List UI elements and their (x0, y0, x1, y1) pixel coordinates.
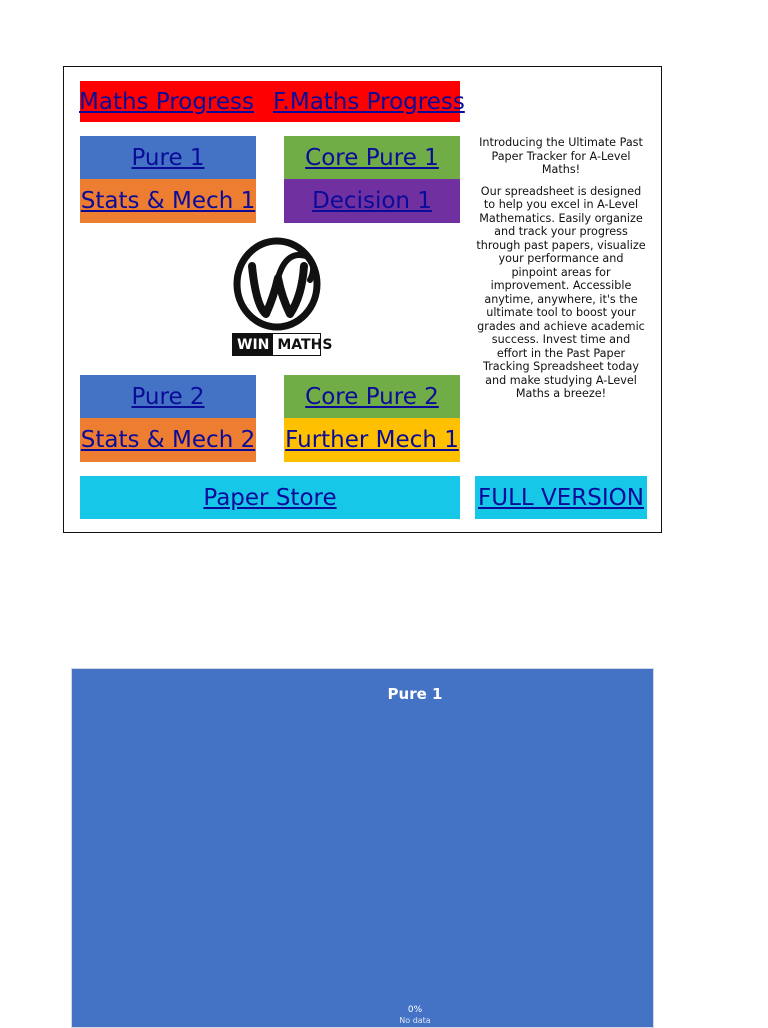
core-pure2-button[interactable] (284, 375, 460, 418)
pure1-chart (71, 668, 654, 1028)
description-text (476, 136, 646, 409)
description-intro: Introducing the Ultimate Past Paper Tracker for A-Level Maths! (479, 136, 643, 176)
pure2-label[interactable]: Pure 2 (131, 383, 205, 410)
paper-store-label[interactable]: Paper Store (203, 484, 337, 511)
stats-mech2-label[interactable]: Stats & Mech 2 (80, 427, 256, 453)
chart-no-data-note: No data (399, 1016, 431, 1025)
decision1-button[interactable] (284, 179, 460, 223)
decision1-label[interactable]: Decision 1 (312, 188, 432, 214)
chart-title: Pure 1 (387, 685, 443, 703)
core-pure1-label[interactable]: Core Pure 1 (305, 144, 439, 171)
further-mech1-button[interactable] (284, 418, 460, 462)
stats-mech2-button[interactable] (80, 418, 256, 462)
core-pure1-button[interactable] (284, 136, 460, 179)
fmaths-progress-label[interactable]: F.Maths Progress (273, 88, 465, 115)
description-body: Our spreadsheet is designed to help you excel in A-Level Mathematics. Easily organize and track your progress through past papers, visualize your performance and pinpoint areas for improvement. Accessible anytime, anywhere, it's the ultimate tool to boost your grades and achieve academic success. Invest time and effort in the Past Paper Tracking Spreadsheet today and make studying A-Level Maths a breeze! (476, 184, 646, 400)
paper-store-button[interactable] (80, 476, 460, 519)
full-version-button[interactable] (475, 476, 647, 519)
stats-mech1-button[interactable] (80, 179, 256, 223)
pure1-label[interactable]: Pure 1 (131, 144, 205, 171)
maths-progress-link[interactable] (79, 81, 254, 122)
pure1-button[interactable] (80, 136, 256, 179)
logo-win-text: WIN (233, 334, 273, 355)
core-pure2-label[interactable]: Core Pure 2 (305, 383, 439, 410)
fmaths-progress-link[interactable] (273, 81, 465, 122)
stats-mech1-label[interactable]: Stats & Mech 1 (80, 188, 256, 214)
maths-progress-label[interactable]: Maths Progress (79, 88, 254, 115)
pure2-button[interactable] (80, 375, 256, 418)
full-version-label[interactable]: FULL VERSION (478, 484, 644, 511)
chart-data-label: 0% (407, 1005, 423, 1015)
winmaths-wordmark (232, 333, 333, 356)
further-mech1-label[interactable]: Further Mech 1 (285, 427, 459, 453)
logo-maths-text: MATHS (277, 336, 333, 353)
w-logo-mark-icon (222, 236, 332, 336)
